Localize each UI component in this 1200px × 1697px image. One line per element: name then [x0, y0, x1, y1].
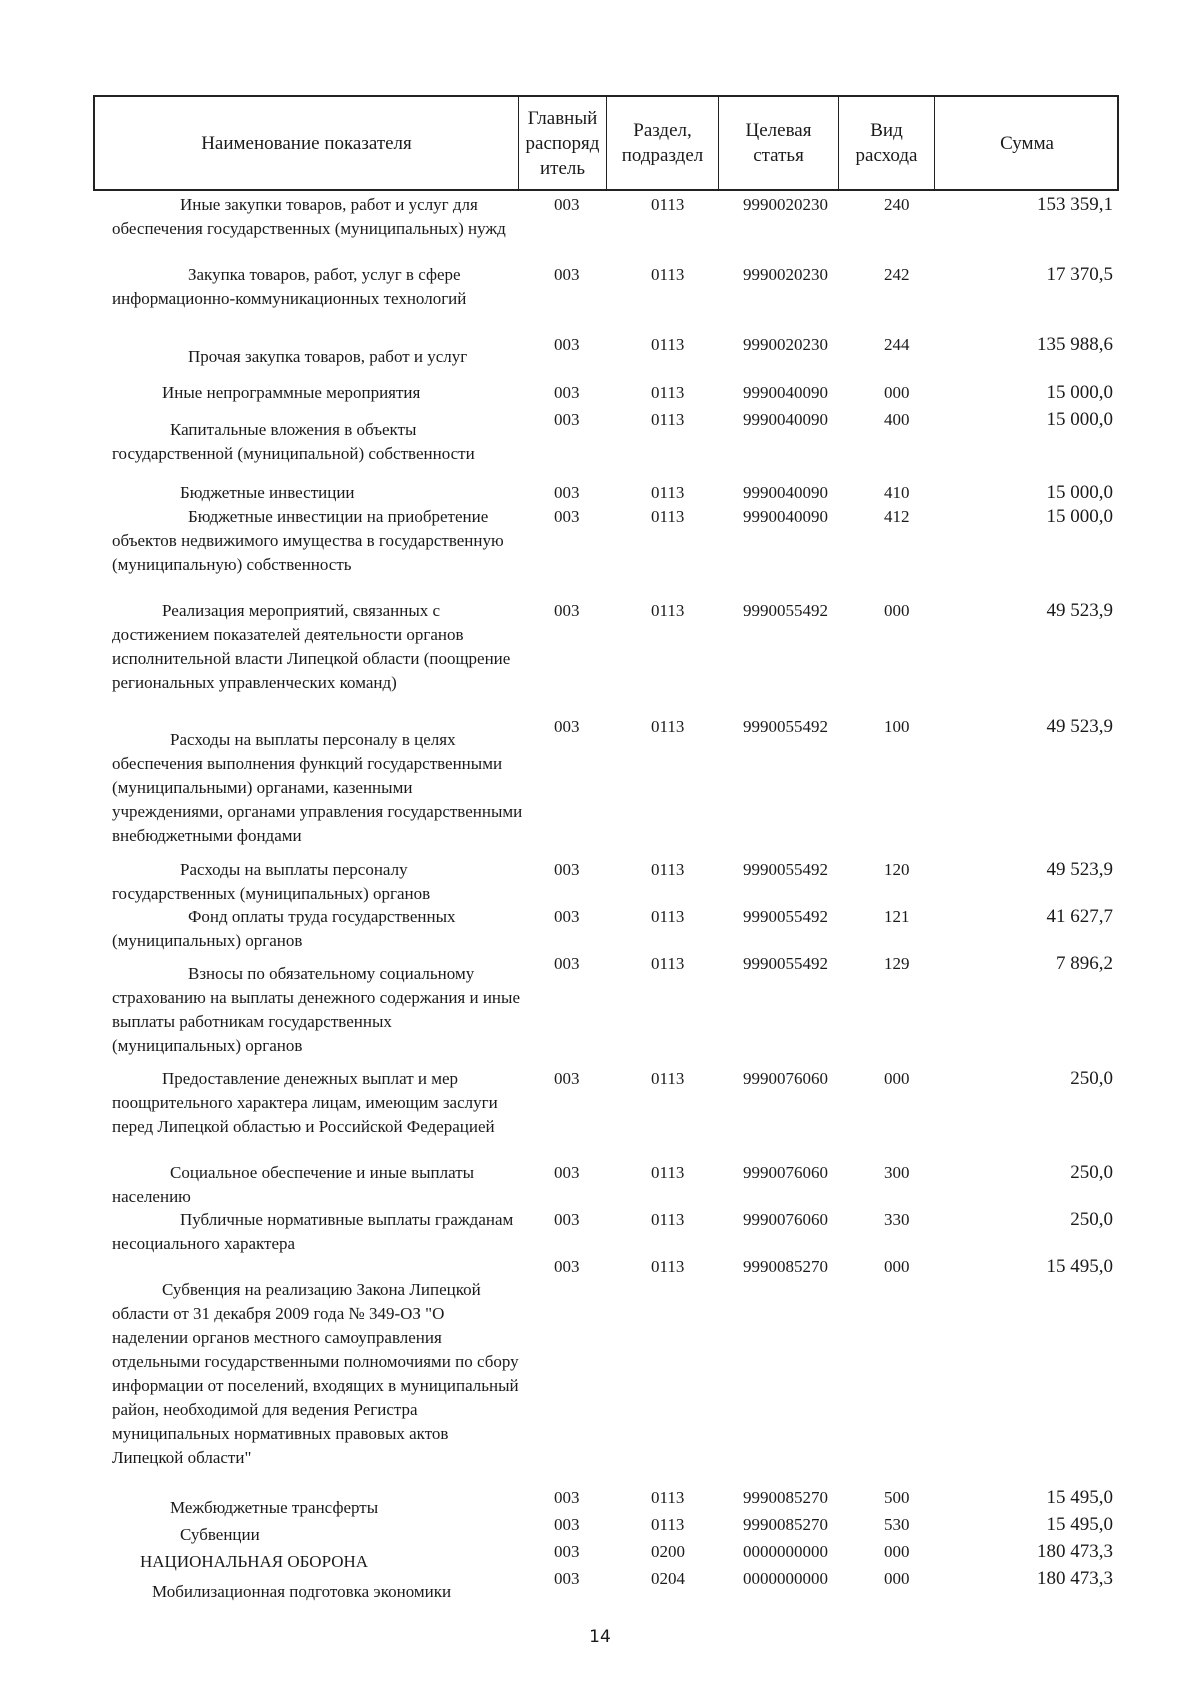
- row-name: Бюджетные инвестиции на приобретение объектов недвижимого имущества в государственную (муниципальную) собственность: [112, 507, 504, 574]
- row-sum: 17 370,5: [1046, 264, 1113, 285]
- row-section: 0113: [651, 1515, 685, 1534]
- row-section: 0113: [651, 1069, 685, 1088]
- row-expense-type: 000: [884, 1257, 910, 1276]
- row-sum: 15 495,0: [1046, 1487, 1113, 1508]
- row-expense-type: 100: [884, 717, 910, 736]
- table-header: [93, 95, 1119, 191]
- row-section: 0113: [651, 601, 685, 620]
- row-sum: 49 523,9: [1046, 716, 1113, 737]
- row-main-manager: 003: [554, 1257, 580, 1276]
- row-expense-type: 330: [884, 1210, 910, 1229]
- page-number: 14: [589, 1627, 611, 1647]
- header-expense-type: Вид расхода: [839, 97, 935, 189]
- row-expense-type: 000: [884, 1069, 910, 1088]
- row-sum: 15 495,0: [1046, 1514, 1113, 1535]
- row-main-manager: 003: [554, 483, 580, 502]
- row-section: 0113: [651, 265, 685, 284]
- row-name: Прочая закупка товаров, работ и услуг: [188, 347, 468, 366]
- row-expense-type: 000: [884, 601, 910, 620]
- header-sum: Сумма: [1000, 132, 1054, 154]
- row-sum: 7 896,2: [1056, 953, 1113, 974]
- row-name: Мобилизационная подготовка экономики: [152, 1582, 452, 1601]
- row-target: 9990085270: [743, 1257, 828, 1276]
- row-target: 9990020230: [743, 265, 828, 284]
- row-section: 0113: [651, 1488, 685, 1507]
- row-expense-type: 000: [884, 1542, 910, 1561]
- row-section: 0113: [651, 1257, 685, 1276]
- row-section: 0113: [651, 195, 685, 214]
- row-target: 9990085270: [743, 1488, 828, 1507]
- row-sum: 250,0: [1070, 1162, 1113, 1183]
- row-target: 9990076060: [743, 1210, 828, 1229]
- row-main-manager: 003: [554, 717, 580, 736]
- row-name: Расходы на выплаты персоналу государственных (муниципальных) органов: [112, 860, 431, 903]
- row-name: НАЦИОНАЛЬНАЯ ОБОРОНА: [140, 1552, 369, 1571]
- row-name: Предоставление денежных выплат и мер поощрительного характера лицам, имеющим заслуги перед Липецкой областью и Российской Федерацией: [112, 1069, 498, 1136]
- row-target: 9990040090: [743, 383, 828, 402]
- row-name: Взносы по обязательному социальному страхованию на выплаты денежного содержания и иные выплаты работникам государственных (муниципальных) органов: [112, 964, 520, 1055]
- header-name: Наименование показателя: [95, 97, 519, 189]
- row-expense-type: 412: [884, 507, 910, 526]
- row-section: 0113: [651, 954, 685, 973]
- row-sum: 15 495,0: [1046, 1256, 1113, 1277]
- row-sum: 41 627,7: [1046, 906, 1113, 927]
- row-target: 9990040090: [743, 507, 828, 526]
- row-name: Субвенция на реализацию Закона Липецкой области от 31 декабря 2009 года № 349-ОЗ "О наделении органов местного самоуправления отдельными государственными полномочиями по сбору информации от поселений, входящих в муниципальный район, необходимой для ведения Регистра муниципальных нормативных правовых актов Липецкой области": [112, 1280, 519, 1467]
- row-sum: 49 523,9: [1046, 859, 1113, 880]
- row-name: Реализация мероприятий, связанных с достижением показателей деятельности органов исполнительной власти Липецкой области (поощрение региональных управленческих команд): [112, 601, 511, 692]
- row-main-manager: 003: [554, 1210, 580, 1229]
- row-section: 0113: [651, 907, 685, 926]
- row-section: 0113: [651, 410, 685, 429]
- row-main-manager: 003: [554, 954, 580, 973]
- row-main-manager: 003: [554, 1488, 580, 1507]
- row-name: Бюджетные инвестиции: [180, 483, 355, 502]
- row-target: 9990076060: [743, 1163, 828, 1182]
- row-expense-type: 244: [884, 335, 910, 354]
- row-target: 9990055492: [743, 954, 828, 973]
- row-name: Капитальные вложения в объекты государственной (муниципальной) собственности: [112, 420, 475, 463]
- row-sum: 135 988,6: [1037, 334, 1113, 355]
- row-name: Фонд оплаты труда государственных (муниципальных) органов: [112, 907, 456, 950]
- row-section: 0113: [651, 383, 685, 402]
- row-expense-type: 000: [884, 383, 910, 402]
- row-section: 0113: [651, 1163, 685, 1182]
- row-section: 0113: [651, 860, 685, 879]
- row-name: Расходы на выплаты персоналу в целях обеспечения выполнения функций государственными (муниципальными) органами, казенными учреждениями, органами управления государственными внебюджетными фондами: [112, 730, 523, 845]
- row-sum: 15 000,0: [1046, 409, 1113, 430]
- row-section: 0113: [651, 507, 685, 526]
- row-expense-type: 240: [884, 195, 910, 214]
- row-main-manager: 003: [554, 265, 580, 284]
- row-main-manager: 003: [554, 410, 580, 429]
- row-main-manager: 003: [554, 195, 580, 214]
- row-name: Закупка товаров, работ, услуг в сфере информационно-коммуникационных технологий: [112, 265, 467, 308]
- row-section: 0113: [651, 335, 685, 354]
- row-target: 9990076060: [743, 1069, 828, 1088]
- row-expense-type: 242: [884, 265, 910, 284]
- row-sum: 250,0: [1070, 1209, 1113, 1230]
- row-target: 9990055492: [743, 601, 828, 620]
- row-expense-type: 129: [884, 954, 910, 973]
- row-name: Иные непрограммные мероприятия: [162, 383, 421, 402]
- row-target: 0000000000: [743, 1569, 828, 1588]
- row-main-manager: 003: [554, 1515, 580, 1534]
- row-section: 0200: [651, 1542, 685, 1561]
- row-section: 0204: [651, 1569, 685, 1588]
- row-target: 9990040090: [743, 483, 828, 502]
- row-main-manager: 003: [554, 1069, 580, 1088]
- row-sum: 153 359,1: [1037, 194, 1113, 215]
- row-target: 9990020230: [743, 335, 828, 354]
- row-target: 0000000000: [743, 1542, 828, 1561]
- row-sum: 250,0: [1070, 1068, 1113, 1089]
- row-target: 9990020230: [743, 195, 828, 214]
- row-expense-type: 500: [884, 1488, 910, 1507]
- header-section: Раздел, подраздел: [607, 97, 719, 189]
- row-expense-type: 400: [884, 410, 910, 429]
- row-sum: 49 523,9: [1046, 600, 1113, 621]
- row-section: 0113: [651, 717, 685, 736]
- row-expense-type: 000: [884, 1569, 910, 1588]
- row-expense-type: 300: [884, 1163, 910, 1182]
- row-section: 0113: [651, 1210, 685, 1229]
- header-target: Целевая статья: [719, 97, 839, 189]
- row-name: Социальное обеспечение и иные выплаты населению: [112, 1163, 475, 1206]
- row-sum: 180 473,3: [1037, 1568, 1113, 1589]
- row-section: 0113: [651, 483, 685, 502]
- row-main-manager: 003: [554, 860, 580, 879]
- row-name: Субвенции: [180, 1525, 260, 1544]
- row-name: Межбюджетные трансферты: [170, 1498, 379, 1517]
- row-sum: 15 000,0: [1046, 506, 1113, 527]
- row-expense-type: 410: [884, 483, 910, 502]
- table-top-rule: [93, 190, 520, 191]
- row-main-manager: 003: [554, 335, 580, 354]
- row-main-manager: 003: [554, 1163, 580, 1182]
- row-main-manager: 003: [554, 601, 580, 620]
- row-expense-type: 120: [884, 860, 910, 879]
- row-target: 9990055492: [743, 717, 828, 736]
- row-sum: 15 000,0: [1046, 382, 1113, 403]
- row-name: Иные закупки товаров, работ и услуг для обеспечения государственных (муниципальных) нужд: [112, 195, 506, 238]
- row-main-manager: 003: [554, 1569, 580, 1588]
- header-main-manager: Главный распоряд итель: [519, 97, 607, 189]
- row-target: 9990055492: [743, 860, 828, 879]
- row-name: Публичные нормативные выплаты гражданам несоциального характера: [112, 1210, 514, 1253]
- row-main-manager: 003: [554, 383, 580, 402]
- row-main-manager: 003: [554, 907, 580, 926]
- row-main-manager: 003: [554, 1542, 580, 1561]
- row-sum: 15 000,0: [1046, 482, 1113, 503]
- row-sum: 180 473,3: [1037, 1541, 1113, 1562]
- row-target: 9990085270: [743, 1515, 828, 1534]
- row-expense-type: 530: [884, 1515, 910, 1534]
- row-main-manager: 003: [554, 507, 580, 526]
- row-target: 9990055492: [743, 907, 828, 926]
- row-expense-type: 121: [884, 907, 910, 926]
- row-target: 9990040090: [743, 410, 828, 429]
